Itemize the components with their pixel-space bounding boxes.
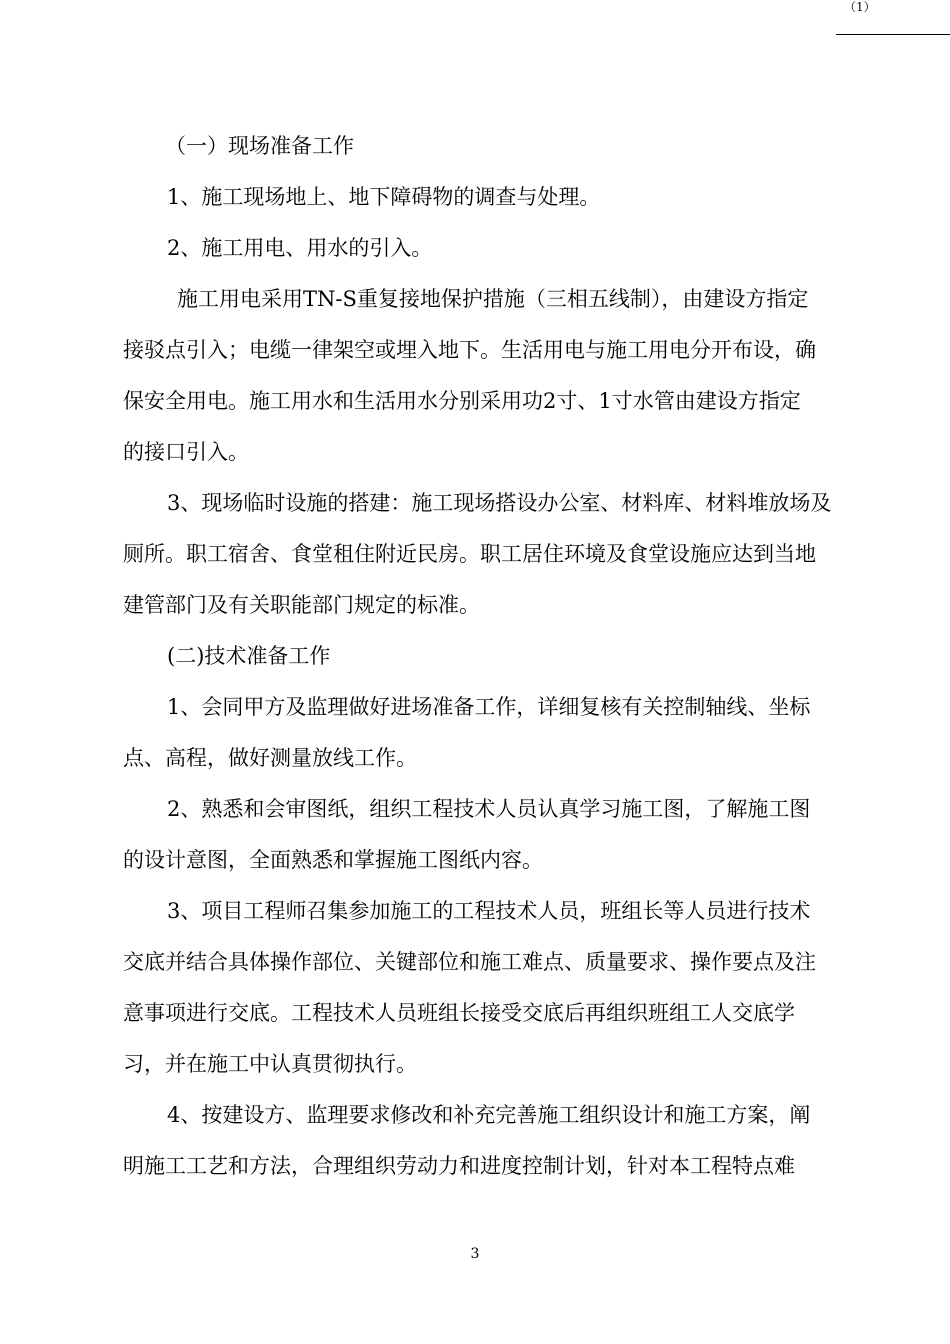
paragraph-line: 2、熟悉和会审图纸，组织工程技术人员认真学习施工图，了解施工图 <box>167 797 811 821</box>
section-heading-site-preparation: （一）现场准备工作 <box>165 134 354 158</box>
paragraph-line: 厕所。职工宿舍、食堂租住附近民房。职工居住环境及食堂设施应达到当地 <box>123 542 816 566</box>
paragraph-line: 施工用电采用TN-S重复接地保护措施（三相五线制），由建设方指定 <box>177 287 809 311</box>
paragraph-line: 的接口引入。 <box>123 440 249 464</box>
paragraph-line: 4、按建设方、监理要求修改和补充完善施工组织设计和施工方案，阐 <box>167 1103 811 1127</box>
section-heading-technical-preparation: (二)技术准备工作 <box>167 644 331 668</box>
paragraph-line: 2、施工用电、用水的引入。 <box>167 236 433 260</box>
paragraph-line: 3、项目工程师召集参加施工的工程技术人员，班组长等人员进行技术 <box>167 899 811 923</box>
paragraph-line: 交底并结合具体操作部位、关键部位和施工难点、质量要求、操作要点及注 <box>123 950 816 974</box>
paragraph-line: 接驳点引入；电缆一律架空或埋入地下。生活用电与施工用电分开布设，确 <box>123 338 816 362</box>
page-number: 3 <box>470 1246 480 1262</box>
paragraph-line: 3、现场临时设施的搭建：施工现场搭设办公室、材料库、材料堆放场及 <box>167 491 832 515</box>
paragraph-line: 保安全用电。施工用水和生活用水分别采用功2寸、1寸水管由建设方指定 <box>123 389 801 413</box>
page-body <box>123 121 837 1192</box>
paragraph-line: 建管部门及有关职能部门规定的标准。 <box>123 593 480 617</box>
paragraph-line: 的设计意图，全面熟悉和掌握施工图纸内容。 <box>123 848 543 872</box>
paragraph-line: 点、高程，做好测量放线工作。 <box>123 746 417 770</box>
paragraph-line: 1、会同甲方及监理做好进场准备工作，详细复核有关控制轴线、坐标 <box>167 695 811 719</box>
paragraph-line: 明施工工艺和方法，合理组织劳动力和进度控制计划，针对本工程特点难 <box>123 1154 795 1178</box>
paragraph-line: 意事项进行交底。工程技术人员班组长接受交底后再组织班组工人交底学 <box>123 1001 795 1025</box>
header-mark: （1） <box>844 0 876 14</box>
paragraph-line: 习，并在施工中认真贯彻执行。 <box>123 1052 417 1076</box>
header-rule <box>836 34 950 35</box>
paragraph-line: 1、施工现场地上、地下障碍物的调查与处理。 <box>167 185 601 209</box>
